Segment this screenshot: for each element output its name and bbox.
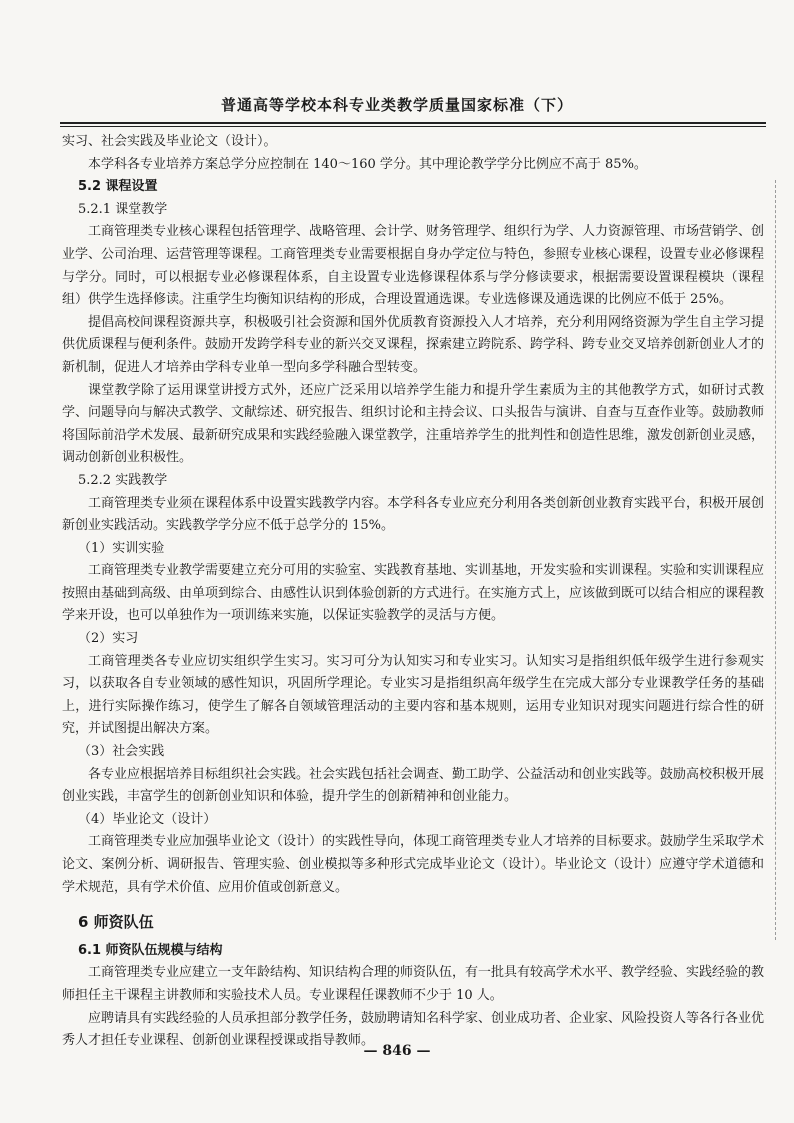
paragraph: 工商管理类专业应加强毕业论文（设计）的实践性导向，体现工商管理类专业人才培养的目标要求。鼓励学生采取学术论文、案例分析、调研报告、管理实验、创业模拟等多种形式完成毕业论文（设计）。毕业论文（设计）应遵守学术道德和学术规范，具有学术价值、应用价值或创新意义。 (62, 834, 765, 895)
item-heading: （4）毕业论文（设计） (78, 811, 217, 827)
paragraph: 工商管理类专业教学需要建立充分可用的实验室、实践教育基地、实训基地，开发实验和实训课程。实验和实训课程应按照由基础到高级、由单项到综合、由感性认识到体验创新的方式进行。在实施方式上，应该做到既可以结合相应的课程教学来开设，也可以单独作为一项训练来实施，以保证实验教学的灵活与方便。 (62, 563, 765, 624)
paragraph: 工商管理类各专业应切实组织学生实习。实习可分为认知实习和专业实习。认知实习是指组织低年级学生进行参观实习，以获取各自专业领域的感性知识，巩固所学理论。专业实习是指组织高年级学生在完成大部分专业课教学任务的基础上，进行实际操作练习，使学生了解各自领域管理活动的主要内容和基本规则，运用专业知识对现实问题进行综合性的研究，并试图提出解决方案。 (62, 653, 764, 737)
paragraph: 工商管理类专业核心课程包括管理学、战略管理、会计学、财务管理学、组织行为学、人力资源管理、市场营销学、创业学、公司治理、运营管理等课程。工商管理类专业需要根据自身办学定位与特色，参照专业核心课程，设置专业必修课程与学分。同时，可以根据专业必修课程体系，自主设置专业选修课程体系与学分修读要求，根据需要设置课程模块（课程组）供学生选择修读。注重学生均衡知识结构的形成，合理设置通选课。专业选修课及通选课的比例应不低于 25%。 (62, 224, 765, 308)
header-rule (60, 122, 766, 127)
section-heading: 6.1 师资队伍规模与结构 (78, 942, 223, 958)
subsection-heading: 5.2.2 实践教学 (78, 472, 168, 488)
running-header: 普通高等学校本科专业类教学质量国家标准（下） (220, 96, 573, 114)
paragraph: 工商管理类专业应建立一支年龄结构、知识结构合理的师资队伍，有一批具有较高学术水平、教学经验、实践经验的教师担任主干课程主讲教师和实验技术人员。专业课程任课教师不少于 10 人。 (62, 965, 765, 1003)
paragraph: 工商管理类专业须在课程体系中设置实践教学内容。本学科各专业应充分利用各类创新创业教育实践平台，积极开展创新创业实践活动。实践教学学分应不低于总学分的 15%。 (62, 495, 765, 534)
paragraph: 应聘请具有实践经验的人员承担部分教学任务，鼓励聘请知名科学家、创业成功者、企业家、风险投资人等各行各业优秀人才担任专业课程、创新创业课程授课或指导教师。 (62, 1010, 765, 1049)
chapter-heading: 6 师资队伍 (78, 913, 154, 932)
page-number: — 846 — (363, 1043, 431, 1059)
paragraph: 课堂教学除了运用课堂讲授方式外，还应广泛采用以培养学生能力和提升学生素质为主的其他教学方式，如研讨式教学、问题导向与解决式教学、文献综述、研究报告、组织讨论和主持会议、口头报告与演讲、自查与互查作业等。鼓励教师将国际前沿学术发展、最新研究成果和实践经验融入课堂教学，注重培养学生的批判性和创造性思维，激发创新创业灵感，调动创新创业积极性。 (62, 382, 765, 466)
item-heading: （3）社会实践 (78, 744, 165, 760)
item-heading: （2）实习 (78, 631, 139, 647)
paragraph: 实习、社会实践及毕业论文（设计）。 (62, 134, 277, 149)
binding-edge-line (775, 180, 776, 940)
subsection-heading: 5.2.1 课堂教学 (78, 201, 168, 217)
section-heading: 5.2 课程设置 (78, 179, 158, 195)
paragraph: 本学科各专业培养方案总学分应控制在 140～160 学分。其中理论教学学分比例应不高于 85%。 (88, 156, 647, 172)
item-heading: （1）实训实验 (78, 540, 165, 556)
paragraph: 提倡高校间课程资源共享，积极吸引社会资源和国外优质教育资源投入人才培养，充分利用网络资源为学生自主学习提供优质课程与便利条件。鼓励开发跨学科专业的新兴交叉课程，探索建立跨院系、跨学科、跨专业交叉培养创新创业人才的新机制，促进人才培养由学科专业单一型向多学科融合型转变。 (62, 314, 765, 375)
page-body (62, 131, 764, 1053)
paragraph: 各专业应根据培养目标组织社会实践。社会实践包括社会调查、勤工助学、公益活动和创业实践等。鼓励高校积极开展创业实践，丰富学生的创新创业知识和体验，提升学生的创新精神和创业能力。 (62, 766, 765, 805)
